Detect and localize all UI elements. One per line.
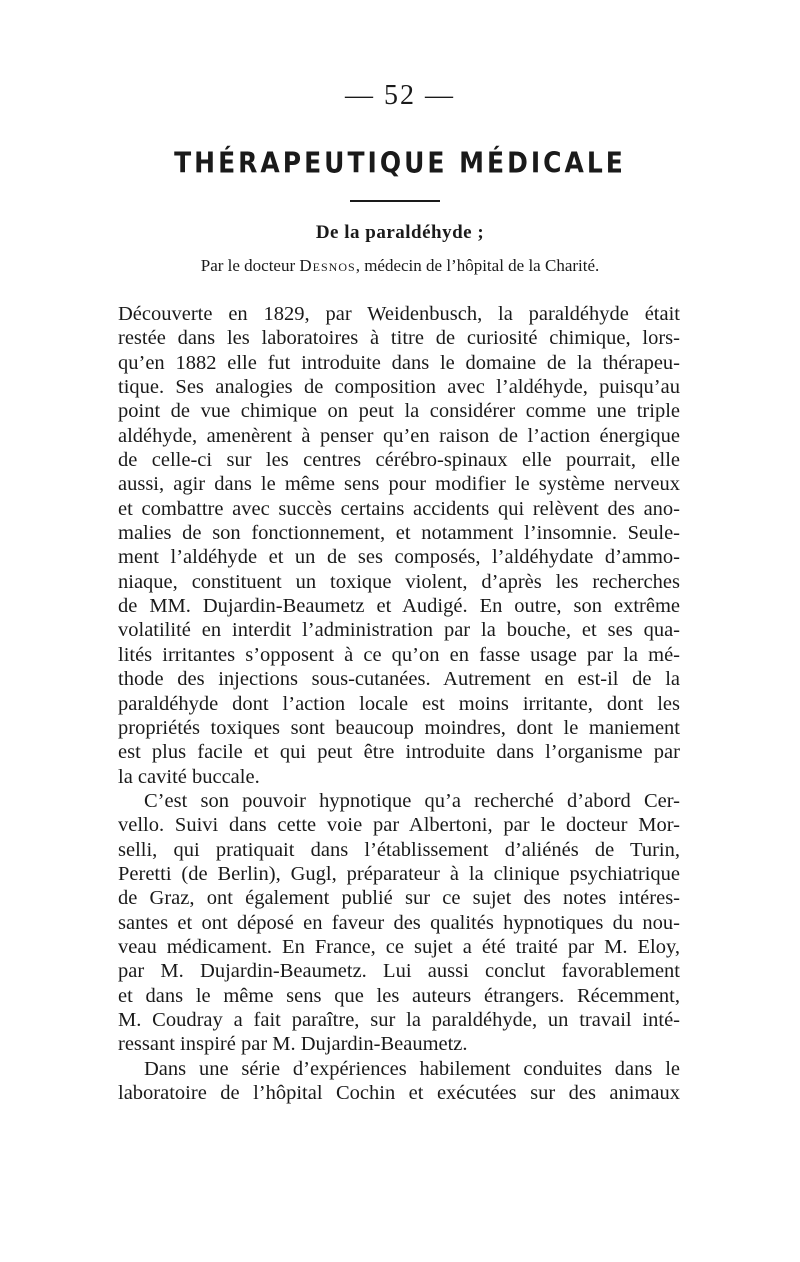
text-line: restée dans les laboratoires à titre de curiosité chimique, lors- bbox=[118, 327, 680, 350]
text-line: veau médicament. En France, ce sujet a été traité par M. Eloy, bbox=[118, 935, 680, 958]
byline bbox=[0, 256, 800, 276]
text-line: aldéhyde, amenèrent à penser qu’en raison de l’action énergique bbox=[118, 424, 680, 447]
text-line: tique. Ses analogies de composition avec l’aldéhyde, puisqu’au bbox=[118, 376, 680, 399]
byline-author: Desnos bbox=[299, 256, 356, 275]
text-line: par M. Dujardin-Beaumetz. Lui aussi conclut favorablement bbox=[118, 960, 680, 983]
text-line: est plus facile et qui peut être introduite dans l’organisme par bbox=[118, 741, 680, 764]
text-line: niaque, constituent un toxique violent, d’après les recherches bbox=[118, 570, 680, 593]
text-line: qu’en 1882 elle fut introduite dans le domaine de la thérapeu- bbox=[118, 351, 680, 374]
text-line: de MM. Dujardin-Beaumetz et Audigé. En outre, son extrême bbox=[118, 595, 680, 618]
text-line: thode des injections sous-cutanées. Autrement en est-il de la bbox=[118, 668, 680, 691]
section-title: THÉRAPEUTIQUE MÉDICALE bbox=[174, 145, 626, 180]
text-line: ressant inspiré par M. Dujardin-Beaumetz. bbox=[118, 1033, 468, 1056]
text-line: lités irritantes s’opposent à ce qu’on en fasse usage par la mé- bbox=[118, 643, 680, 666]
text-line: M. Coudray a fait paraître, sur la paraldéhyde, un travail inté- bbox=[118, 1008, 680, 1031]
text-line: point de vue chimique on peut la considérer comme une triple bbox=[118, 400, 680, 423]
body-text bbox=[118, 302, 680, 1105]
text-line: selli, qui pratiquait dans l’établissement d’aliénés de Turin, bbox=[118, 838, 680, 861]
text-line: paraldéhyde dont l’action locale est moins irritante, dont les bbox=[118, 692, 680, 715]
text-line: Découverte en 1829, par Weidenbusch, la paraldéhyde était bbox=[118, 303, 680, 325]
text-line: C’est son pouvoir hypnotique qu’a recherché d’abord Cer- bbox=[144, 789, 680, 812]
text-line: de celle-ci sur les centres cérébro-spinaux elle pourrait, elle bbox=[118, 449, 680, 472]
text-line: la cavité buccale. bbox=[118, 765, 260, 788]
text-line: vello. Suivi dans cette voie par Albertoni, par le docteur Mor- bbox=[118, 814, 680, 837]
text-line: laboratoire de l’hôpital Cochin et exécutées sur des animaux bbox=[118, 1082, 680, 1104]
text-line: et combattre avec succès certains accidents qui relèvent des ano- bbox=[118, 497, 680, 520]
text-line: propriétés toxiques sont beaucoup moindres, dont le maniement bbox=[118, 716, 680, 739]
text-line: et dans le même sens que les auteurs étrangers. Récemment, bbox=[118, 984, 680, 1007]
page-number: — 52 — bbox=[345, 80, 455, 111]
article-title: De la paraldéhyde ; bbox=[315, 222, 485, 243]
text-line: de Graz, ont également publié sur ce sujet des notes intéres- bbox=[118, 887, 680, 910]
title-divider bbox=[350, 200, 440, 202]
text-line: Peretti (de Berlin), Gugl, préparateur à la clinique psychiatrique bbox=[118, 862, 680, 885]
byline-suffix: , médecin de l’hôpital de la Charité. bbox=[355, 256, 600, 275]
byline-prefix: Par le docteur bbox=[200, 256, 300, 275]
text-line: volatilité en interdit l’administration par la bouche, et ses qua- bbox=[118, 619, 680, 642]
text-line: malies de son fonctionnement, et notamment l’insomnie. Seule- bbox=[118, 522, 680, 545]
text-line: santes et ont déposé en faveur des qualités hypnotiques du nou- bbox=[118, 911, 680, 934]
text-line: ment l’aldéhyde et un de ses composés, l’aldéhydate d’ammo- bbox=[118, 546, 680, 569]
text-line: aussi, agir dans le même sens pour modifier le système nerveux bbox=[118, 473, 680, 496]
text-line: Dans une série d’expériences habilement conduites dans le bbox=[144, 1057, 680, 1080]
